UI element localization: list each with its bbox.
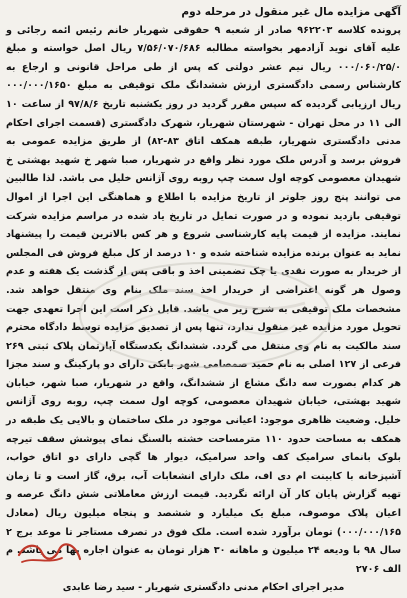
notice-signature: مدیر اجرای احکام مدنی دادگستری شهریار - سید رضا عابدی [62, 582, 345, 594]
notice-body: پرونده کلاسه ۹۶۲۲۰۳ صادر از شعبه ۹ حقوقی شهریار خانم رئیس ائمه رجائی و علیه آقای نوید آزادمهر بخواسته مطالبه ۷/۵۶/۰۷۰/۶۸۶ ریال اصل خواسته و مبلغ ۰۰۰/۰۶۰/۲۵/۰ ریال نیم عشر دولتی که پس از طی مراحل قانونی و ارجاع به کارشناس رسمی دادگستری ارزش ششدانگ ملک توقیفی به مبلغ ۰۰۰/۰۰۰/۱۶۵۰ ریال ارزیابی گردیده که سپس مقرر گردید در روز یکشنبه تاریخ ۹۷/۸/۶ از ساعت ۱۰ الی ۱۱ در محل تهران - شهرستان شهریار، شهرک دادگستری (قسمت اجرای احکام مدنی دادگستری شهریار، طبقه همکف اتاق ۸۳-۸۲) از طریق مزایده عمومی به فروش برسد و آدرس ملک مورد نظر واقع در شهریار، صبا شهر خ شهید بهشتی خ شهیدان معصومی کوچه اول سمت چپ روبه روی آژانس خلیل می باشد. لذا طالبین می توانند پنج روز جلوتر از تاریخ مزایده با اطلاع و هماهنگی این اجرا از اموال توقیفی بازدید نموده و در صورت تمایل در تاریخ یاد شده در مراسم مزایده شرکت نمایند. مزایده از قیمت پایه کارشناسی شروع و هر کس بالاترین قیمت را پیشنهاد نماید به عنوان برنده مزایده شناخته شده و ۱۰ درصد از کل مبلغ فروش فی المجلس از خریدار به صورت نقدی یا چک تضمینی اخذ و باقی پس از گذشت یک هفته و عدم وصول هر گونه اعتراضی از خریدار اخذ سند ملک بنام وی منتقل خواهد شد. مشخصات ملک توقیفی به شرح زیر می باشد. قابل ذکر است این اجرا تعهدی جهت تحویل مورد مزایده غیر منقول ندارد، تنها پس از تصدیق مزایده توسط دادگاه محترم سند مالکیت به نام وی منتقل می گردد. ششدانگ یکدستگاه آپارتمان پلاک ثبتی ۲۶۹ فرعی از ۱۲۷ اصلی به نام حمید صمصامی شهر بابکی دارای دو پارکینگ و سند مجزا هر کدام بصورت سه دانگ مشاع از ششدانگ، واقع در شهریار، صبا شهر، خیابان شهید بهشتی، خیابان شهیدان معصومی، کوچه اول سمت چپ، روبه روی آژانس خلیل. وضعیت ظاهری موجود: اعیانی موجود در ملک ساختمان و بالایی یک طبقه در همکف به مساحت حدود ۱۱۰ مترمساحت خشته بالسنگ نمای پیوشش سقف تیرچه بلوک بانمای سرامیک کف واحد سرامیک، دیوار ها گچی دارای دو اتاق خواب، آشپزخانه با کابینت ام دی اف، ملک دارای انشعابات آب، برق، گاز است و تا زمان تهیه گزارش پایان کار آن ارائه نگردید. قیمت ارزش معاملاتی شش دانگ عرصه و اعیان پلاک موصوف، مبلغ یک میلیارد و ششصد و پنجاه میلیون ریال (معادل ۰۰۰/۰۰۰/۱۶۵) تومان برآورد شده است. ملک فوق در تصرف مستاجر تا موعد برج ۲ سال ۹۸ با ودیعه ۲۴ میلیون و ماهانه ۳۰ هزار تومان به عنوان اجاره بها می باشد. م الف ۲۷۰۶ [6, 24, 402, 575]
notice-title: آگهی مزایده مال غیر منقول در مرحله دوم [181, 6, 401, 18]
handwritten-page-number-icon [14, 535, 84, 569]
legal-notice [6, 3, 402, 594]
